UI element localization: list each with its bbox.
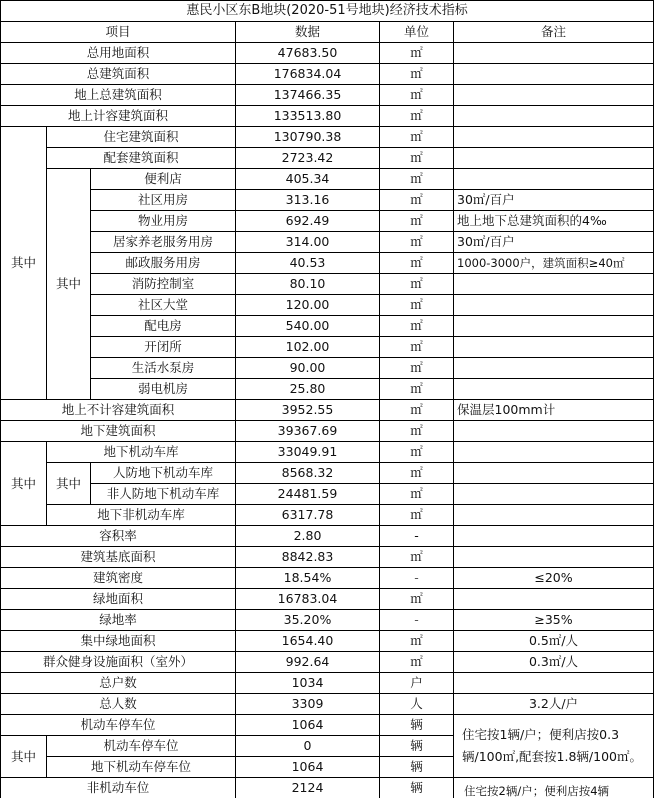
row-note [454,421,654,442]
row-unit: ㎡ [380,232,454,253]
row-value: 47683.50 [236,43,380,64]
row-unit: ㎡ [380,253,454,274]
row-unit: - [380,610,454,631]
row-note: 0.5㎡/人 [454,631,654,652]
row-note: 30㎡/百户 [454,232,654,253]
row-value: 133513.80 [236,106,380,127]
row-value: 40.53 [236,253,380,274]
row-value: 25.80 [236,379,380,400]
row-unit: 户 [380,673,454,694]
row-unit: ㎡ [380,274,454,295]
row-value: 3309 [236,694,380,715]
table-row [1,673,654,694]
table-row [1,379,654,400]
table-row [1,211,654,232]
table-row [1,463,654,484]
row-value: 1654.40 [236,631,380,652]
row-label: 地下机动车停车位 [47,757,236,778]
row-value: 18.54% [236,568,380,589]
row-unit: ㎡ [380,379,454,400]
table-row [1,274,654,295]
row-value: 90.00 [236,358,380,379]
row-value: 33049.91 [236,442,380,463]
row-label: 总人数 [1,694,236,715]
row-unit: ㎡ [380,505,454,526]
row-label: 绿地面积 [1,589,236,610]
row-note [454,547,654,568]
row-value: 1034 [236,673,380,694]
table-row [1,652,654,673]
table-row [1,484,654,505]
row-note [454,379,654,400]
subgroup-label-qizhong: 其中 [47,169,91,400]
row-value: 1064 [236,715,380,736]
row-value: 1064 [236,757,380,778]
row-note [454,673,654,694]
row-note [454,64,654,85]
row-unit: ㎡ [380,106,454,127]
row-label: 地上计容建筑面积 [1,106,236,127]
row-note [454,274,654,295]
row-label: 地下建筑面积 [1,421,236,442]
row-note [454,85,654,106]
row-unit: ㎡ [380,337,454,358]
row-label: 配电房 [91,316,236,337]
row-label: 居家养老服务用房 [91,232,236,253]
row-note [454,316,654,337]
row-note [454,526,654,547]
row-label: 生活水泵房 [91,358,236,379]
table-row [1,169,654,190]
row-value: 137466.35 [236,85,380,106]
row-value: 314.00 [236,232,380,253]
row-value: 35.20% [236,610,380,631]
table-row [1,64,654,85]
row-note [454,589,654,610]
row-value: 2723.42 [236,148,380,169]
header-note: 备注 [454,22,654,43]
row-note [454,148,654,169]
table-row [1,547,654,568]
row-note [454,484,654,505]
row-unit: 辆 [380,778,454,799]
row-unit: ㎡ [380,190,454,211]
row-unit: ㎡ [380,589,454,610]
row-value: 8842.83 [236,547,380,568]
row-note: 30㎡/百户 [454,190,654,211]
table-row [1,232,654,253]
row-unit: 人 [380,694,454,715]
table-row [1,85,654,106]
row-value: 6317.78 [236,505,380,526]
row-label: 集中绿地面积 [1,631,236,652]
row-note: 3.2人/户 [454,694,654,715]
table-row [1,526,654,547]
row-label: 总户数 [1,673,236,694]
row-unit: 辆 [380,736,454,757]
row-unit: ㎡ [380,127,454,148]
row-label: 地上不计容建筑面积 [1,400,236,421]
row-label: 地下机动车库 [47,442,236,463]
row-unit: 辆 [380,757,454,778]
row-value: 540.00 [236,316,380,337]
table-row [1,316,654,337]
table-row [1,505,654,526]
row-unit: - [380,568,454,589]
row-note: 0.3㎡/人 [454,652,654,673]
row-unit: ㎡ [380,295,454,316]
row-note [454,337,654,358]
subgroup-label-qizhong: 其中 [47,463,91,505]
row-value: 24481.59 [236,484,380,505]
row-unit: ㎡ [380,316,454,337]
row-note [454,463,654,484]
nonmotor-note: 住宅按2辆/户；便利店按4辆 [454,778,654,799]
group-label-qizhong: 其中 [1,127,47,400]
row-note [454,43,654,64]
parking-note: 住宅按1辆/户；便利店按0.3辆/100㎡,配套按1.8辆/100㎡。 [454,715,654,778]
table-row [1,127,654,148]
table-row [1,253,654,274]
row-value: 2.80 [236,526,380,547]
table-row [1,400,654,421]
row-unit: - [380,526,454,547]
row-unit: ㎡ [380,43,454,64]
row-label: 住宅建筑面积 [47,127,236,148]
table-row [1,337,654,358]
row-note [454,106,654,127]
row-label: 群众健身设施面积（室外） [1,652,236,673]
row-note: 保温层100mm计 [454,400,654,421]
row-label: 非人防地下机动车库 [91,484,236,505]
row-value: 313.16 [236,190,380,211]
row-value: 102.00 [236,337,380,358]
table-row [1,631,654,652]
row-value: 39367.69 [236,421,380,442]
row-label: 绿地率 [1,610,236,631]
row-value: 130790.38 [236,127,380,148]
table-row [1,295,654,316]
row-value: 2124 [236,778,380,799]
row-note [454,442,654,463]
row-label: 社区用房 [91,190,236,211]
row-label: 机动车停车位 [1,715,236,736]
row-unit: ㎡ [380,652,454,673]
row-unit: ㎡ [380,85,454,106]
row-unit: ㎡ [380,148,454,169]
row-label: 消防控制室 [91,274,236,295]
row-label: 配套建筑面积 [47,148,236,169]
row-note: ≤20% [454,568,654,589]
table-row [1,442,654,463]
row-unit: 辆 [380,715,454,736]
row-label: 地上总建筑面积 [1,85,236,106]
row-note [454,295,654,316]
row-label: 容积率 [1,526,236,547]
row-label: 地下非机动车库 [47,505,236,526]
row-unit: ㎡ [380,169,454,190]
row-note [454,169,654,190]
table-row [1,715,654,736]
header-unit: 单位 [380,22,454,43]
row-unit: ㎡ [380,442,454,463]
table-row [1,43,654,64]
row-label: 邮政服务用房 [91,253,236,274]
table-row [1,694,654,715]
row-label: 弱电机房 [91,379,236,400]
row-label: 开闭所 [91,337,236,358]
table-row [1,190,654,211]
row-note [454,127,654,148]
group-label-qizhong: 其中 [1,442,47,526]
table-row [1,589,654,610]
table-row [1,778,654,799]
row-note [454,505,654,526]
row-label: 物业用房 [91,211,236,232]
row-unit: ㎡ [380,421,454,442]
table-row [1,358,654,379]
row-unit: ㎡ [380,484,454,505]
row-label: 便利店 [91,169,236,190]
row-label: 建筑基底面积 [1,547,236,568]
row-value: 3952.55 [236,400,380,421]
row-value: 16783.04 [236,589,380,610]
row-unit: ㎡ [380,631,454,652]
row-value: 405.34 [236,169,380,190]
row-value: 692.49 [236,211,380,232]
row-label: 社区大堂 [91,295,236,316]
row-value: 176834.04 [236,64,380,85]
table-row [1,421,654,442]
row-label: 总建筑面积 [1,64,236,85]
row-unit: ㎡ [380,463,454,484]
table-row [1,610,654,631]
group-label-qizhong: 其中 [1,736,47,778]
table-row [1,106,654,127]
row-label: 总用地面积 [1,43,236,64]
row-label: 人防地下机动车库 [91,463,236,484]
row-note [454,358,654,379]
row-label: 机动车停车位 [47,736,236,757]
row-unit: ㎡ [380,358,454,379]
row-note: ≥35% [454,610,654,631]
row-label: 非机动车位 [1,778,236,799]
table-row [1,568,654,589]
row-unit: ㎡ [380,64,454,85]
row-value: 80.10 [236,274,380,295]
table-row [1,148,654,169]
row-unit: ㎡ [380,211,454,232]
row-value: 992.64 [236,652,380,673]
row-note: 地上地下总建筑面积的4‰ [454,211,654,232]
row-unit: ㎡ [380,400,454,421]
header-data: 数据 [236,22,380,43]
row-note: 1000-3000户，建筑面积≥40㎡ [454,253,654,274]
row-value: 120.00 [236,295,380,316]
row-label: 建筑密度 [1,568,236,589]
header-row [1,22,654,43]
row-unit: ㎡ [380,547,454,568]
row-value: 8568.32 [236,463,380,484]
table-title: 惠民小区东B地块(2020-51号地块)经济技术指标 [1,1,654,22]
title-row [1,1,654,22]
row-value: 0 [236,736,380,757]
header-item: 项目 [1,22,236,43]
